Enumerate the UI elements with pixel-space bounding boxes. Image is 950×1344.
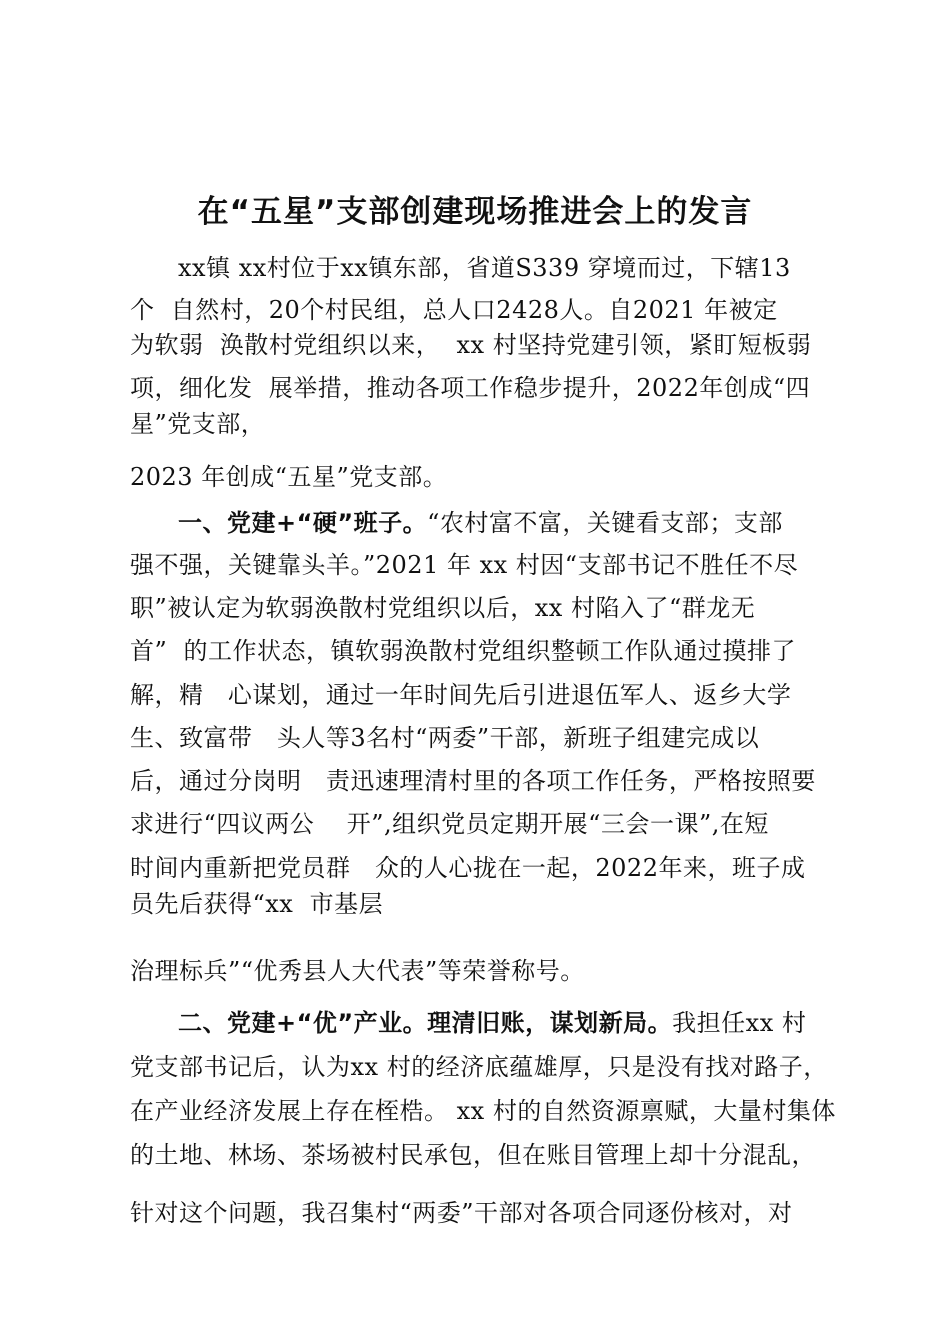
- section1-line: 生、致富带 头人等3名村“两委”干部，新班子组建完成以: [130, 724, 760, 752]
- document-title: 在“五星”支部创建现场推进会上的发言: [197, 194, 753, 230]
- section1-line: 解，精 心谋划，通过一年时间先后引进退伍军人、返乡大学: [130, 681, 792, 709]
- intro-line: 个 自然村，20个村民组，总人口2428人。自2021 年被定: [130, 296, 778, 324]
- intro-line: 2023 年创成“五星”党支部。: [130, 463, 448, 491]
- intro-line: xx镇 xx村位于xx镇东部，省道S339 穿境而过，下辖13: [178, 254, 791, 282]
- section1-line: 求进行“四议两公 开”,组织党员定期开展“三会一课”,在短: [130, 810, 769, 838]
- section2-line: 的土地、林场、茶场被村民承包，但在账目管理上却十分混乱，: [130, 1141, 816, 1169]
- section1-line: 职”被认定为软弱涣散村党组织以后，xx 村陷入了“群龙无: [130, 594, 756, 622]
- section1-heading: 一、党建+“硬”班子。: [178, 509, 428, 537]
- section2-first-line: [178, 1005, 806, 1041]
- section2-line: 党支部书记后，认为xx 村的经济底蕴雄厚，只是没有找对路子，: [130, 1053, 828, 1081]
- section1-first-line: [178, 505, 783, 541]
- section2-line: 在产业经济发展上存在桎梏。 xx 村的自然资源禀赋，大量村集体: [130, 1097, 836, 1125]
- section2-heading: 二、党建+“优”产业。理清旧账，谋划新局。: [178, 1009, 673, 1037]
- section1-line: 后，通过分岗明 责迅速理清村里的各项工作任务，严格按照要: [130, 767, 816, 795]
- section1-line: 强不强，关键靠头羊。”2021 年 xx 村因“支部书记不胜任不尽: [130, 551, 799, 579]
- section1-line: 治理标兵”“优秀县人大代表”等荣誉称号。: [130, 957, 585, 985]
- intro-line: 项，细化发 展举措，推动各项工作稳步提升，2022年创成“四: [130, 374, 811, 402]
- section1-first-line-text: “农村富不富，关键看支部；支部: [427, 509, 783, 537]
- section1-line: 首” 的工作状态，镇软弱涣散村党组织整顿工作队通过摸排了: [130, 637, 797, 665]
- intro-line: 星”党支部，: [130, 410, 266, 438]
- section1-line: 员先后获得“xx 市基层: [130, 890, 384, 918]
- section1-line: 时间内重新把党员群 众的人心拢在一起，2022年来，班子成: [130, 854, 806, 882]
- intro-line: 为软弱 涣散村党组织以来， xx 村坚持党建引领，紧盯短板弱: [130, 331, 812, 359]
- section2-line: 针对这个问题，我召集村“两委”干部对各项合同逐份核对，对: [130, 1199, 793, 1227]
- section2-first-line-text: 我担任xx 村: [672, 1009, 807, 1037]
